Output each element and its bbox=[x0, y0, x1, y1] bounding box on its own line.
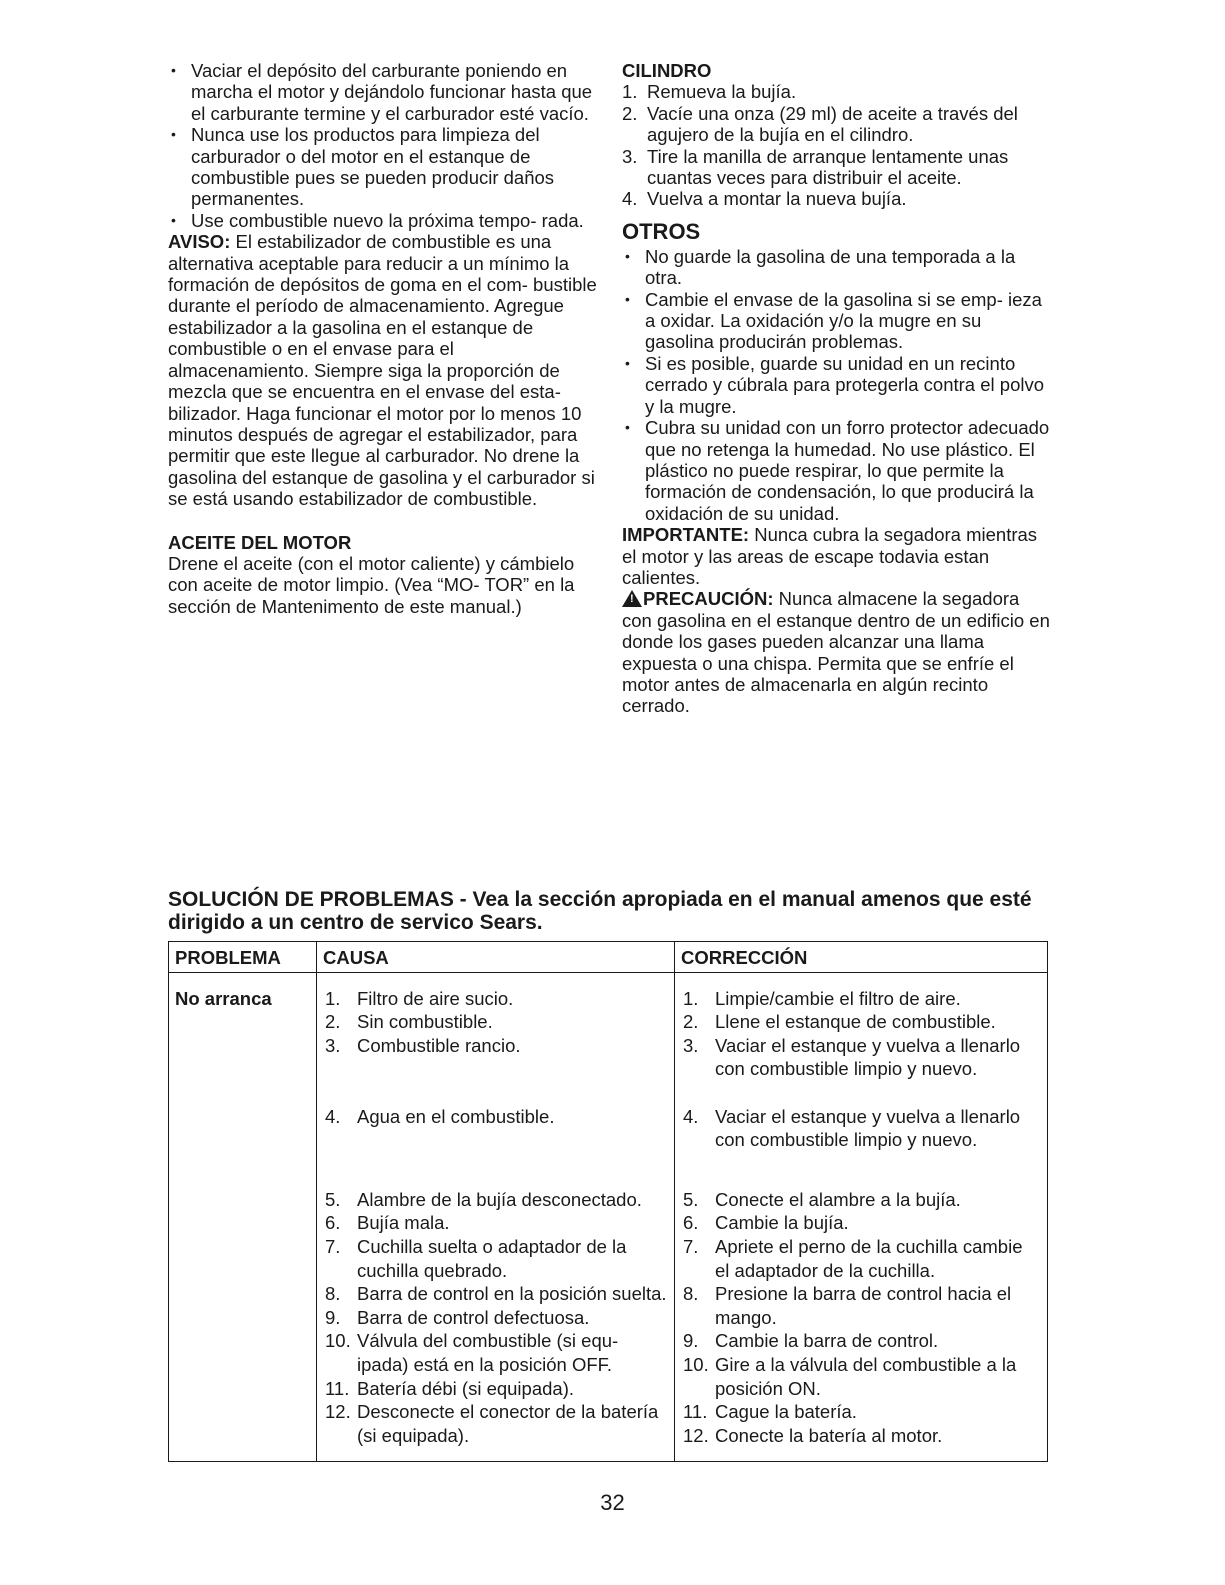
item-number: 12. bbox=[683, 1424, 709, 1446]
list-item: • Cambie el envase de la gasolina si se emp- ieza a oxidar. La oxidación y/o la mugre en su gasolina producirán problemas. bbox=[622, 289, 1054, 353]
causa-text: Cuchilla suelta o adaptador de la cuchilla quebrado. bbox=[357, 1235, 627, 1281]
step-text: Vuelva a montar la nueva bujía. bbox=[647, 188, 907, 210]
aviso-paragraph bbox=[168, 231, 598, 509]
troubleshooting-table bbox=[168, 941, 1048, 1462]
list-item bbox=[323, 1188, 668, 1212]
list-item bbox=[323, 1105, 668, 1188]
item-number: 9. bbox=[683, 1330, 699, 1352]
item-number: 6. bbox=[683, 1212, 699, 1234]
list-item bbox=[681, 1235, 1041, 1282]
list-item bbox=[681, 1105, 1041, 1188]
list-item bbox=[622, 81, 1054, 102]
precaucion-text: Nunca almacene la segadora con gasolina en el estanque dentro de un edificio en donde los gases pueden alcanzar una llama expuesta o una chispa. Permita que se enfríe el motor antes de almacenarla en algún recinto cerrado. bbox=[622, 588, 1050, 717]
list-item: • Vaciar el depósito del carburante poniendo en marcha el motor y dejándolo funcionar hasta que el carburante termine y el carburador esté vacío. bbox=[168, 60, 598, 124]
item-number: 10. bbox=[683, 1353, 709, 1375]
item-number: 5. bbox=[683, 1188, 699, 1210]
importante-text: Nunca cubra la segadora mientras el motor y las areas de escape todavia estan calientes. bbox=[622, 524, 1038, 588]
list-item bbox=[681, 1329, 1041, 1353]
correccion-text: Cague la batería. bbox=[715, 1401, 857, 1423]
correccion-text: Conecte la batería al motor. bbox=[715, 1424, 943, 1446]
list-item bbox=[681, 1211, 1041, 1235]
warning-triangle-icon bbox=[622, 590, 642, 607]
causa-text: Válvula del combustible (si equ- ipada) está en la posición OFF. bbox=[357, 1330, 619, 1375]
precaucion-paragraph bbox=[622, 588, 1054, 716]
aviso-label: AVISO: bbox=[168, 231, 231, 253]
cilindro-steps bbox=[622, 81, 1054, 209]
correccion-text: Vaciar el estanque y vuelva a llenarlo con combustible limpio y nuevo. bbox=[715, 1105, 1021, 1151]
list-item bbox=[681, 1282, 1041, 1329]
list-item bbox=[681, 1400, 1041, 1424]
item-number: 1. bbox=[325, 987, 341, 1009]
causa-text: Barra de control en la posición suelta. bbox=[357, 1283, 667, 1305]
item-number: 4. bbox=[325, 1105, 341, 1127]
causa-text: Filtro de aire sucio. bbox=[357, 987, 514, 1009]
step-number: 3. bbox=[622, 145, 638, 167]
step-text: Vacíe una onza (29 ml) de aceite a través del agujero de la bujía en el cilindro. bbox=[647, 102, 1018, 146]
item-number: 2. bbox=[325, 1011, 341, 1033]
item-number: 7. bbox=[683, 1235, 699, 1257]
correccion-text: Conecte el alambre a la bujía. bbox=[715, 1188, 961, 1210]
list-item: • No guarde la gasolina de una temporada a la otra. bbox=[622, 246, 1054, 289]
item-number: 8. bbox=[683, 1283, 699, 1305]
causa-text: Sin combustible. bbox=[357, 1011, 493, 1033]
storage-bullet-list bbox=[168, 60, 598, 231]
item-number: 9. bbox=[325, 1306, 341, 1328]
list-item bbox=[622, 103, 1054, 146]
item-number: 2. bbox=[683, 1011, 699, 1033]
importante-label: IMPORTANTE: bbox=[622, 524, 750, 546]
list-item bbox=[681, 1424, 1041, 1448]
correccion-text: Llene el estanque de combustible. bbox=[715, 1011, 996, 1033]
correccion-text: Limpie/cambie el filtro de aire. bbox=[715, 987, 961, 1009]
precaucion-label: PRECAUCIÓN: bbox=[643, 588, 774, 610]
warning-glyph: ! bbox=[630, 593, 634, 606]
table-header-row bbox=[169, 942, 1048, 973]
item-number: 11. bbox=[683, 1401, 708, 1423]
aceite-heading: ACEITE DEL MOTOR bbox=[168, 531, 352, 553]
list-item bbox=[323, 1306, 668, 1330]
otros-bullet-list bbox=[622, 246, 1054, 524]
list-item bbox=[323, 1235, 668, 1282]
list-item bbox=[681, 1353, 1041, 1400]
list-item: • Nunca use los productos para limpieza del carburador o del motor en el estanque de combustible pues se pueden producir daños permanentes. bbox=[168, 124, 598, 210]
header-problema: PROBLEMA bbox=[169, 942, 317, 973]
list-item bbox=[681, 1034, 1041, 1105]
item-number: 10. bbox=[325, 1330, 351, 1352]
right-column bbox=[622, 60, 1054, 717]
step-number: 2. bbox=[622, 102, 638, 124]
correccion-text: Vaciar el estanque y vuelva a llenarlo con combustible limpio y nuevo. bbox=[715, 1034, 1021, 1080]
importante-paragraph bbox=[622, 524, 1054, 588]
list-item bbox=[323, 1211, 668, 1235]
item-number: 8. bbox=[325, 1283, 341, 1305]
problem-cell: No arranca bbox=[169, 972, 317, 1462]
item-number: 5. bbox=[325, 1188, 341, 1210]
list-item bbox=[323, 1282, 668, 1306]
correccion-text: Apriete el perno de la cuchilla cambie el adaptador de la cuchilla. bbox=[715, 1235, 1023, 1281]
header-correccion: CORRECCIÓN bbox=[675, 942, 1048, 973]
item-number: 3. bbox=[325, 1034, 341, 1056]
page-number: 32 bbox=[600, 1490, 625, 1515]
causa-cell bbox=[317, 972, 675, 1462]
list-item: • Si es posible, guarde su unidad en un recinto cerrado y cúbrala para protegerla contra el polvo y la mugre. bbox=[622, 353, 1054, 417]
causa-text: Desconecte el conector de la batería (si equipada). bbox=[357, 1401, 659, 1446]
causa-list bbox=[323, 987, 668, 1448]
table-row bbox=[169, 972, 1048, 1462]
list-item bbox=[323, 1400, 668, 1447]
step-text: Remueva la bujía. bbox=[647, 81, 797, 103]
troubleshooting-title: SOLUCIÓN DE PROBLEMAS - Vea la sección apropiada en el manual amenos que esté dirigido a un centro de servico Sears. bbox=[168, 888, 1032, 934]
item-number: 4. bbox=[683, 1105, 699, 1127]
list-item bbox=[622, 188, 1054, 209]
correccion-text: Cambie la bujía. bbox=[715, 1212, 849, 1234]
causa-text: Agua en el combustible. bbox=[357, 1105, 555, 1127]
step-number: 1. bbox=[622, 81, 638, 103]
list-item bbox=[323, 1329, 668, 1376]
list-item bbox=[681, 1188, 1041, 1212]
list-item bbox=[323, 1010, 668, 1034]
step-number: 4. bbox=[622, 188, 638, 210]
correccion-text: Presione la barra de control hacia el mango. bbox=[715, 1283, 1012, 1328]
left-column bbox=[168, 60, 598, 617]
list-item: • Cubra su unidad con un forro protector adecuado que no retenga la humedad. No use plástico. El plástico no puede respirar, lo que permite la formación de condensación, lo que producirá la oxidación de su unidad. bbox=[622, 417, 1054, 524]
header-causa: CAUSA bbox=[317, 942, 675, 973]
aviso-text: El estabilizador de combustible es una alternativa aceptable para reducir a un mínimo la formación de depósitos de goma en el com- bustible durante el período de almacenamiento. Agregue estabilizador a la gasolina en el estanque de combustible o en el envase para el almacenamiento. Siempre siga la proporción de mezcla que se encuentra en el envase del esta- bilizador. Haga funcionar el motor por lo menos 10 minutos después de agregar el estabilizador, para permitir que este llegue al carburador. No drene la gasolina del estanque de gasolina y el carburador si se está usando estabilizador de combustible. bbox=[168, 231, 597, 510]
correccion-list bbox=[681, 987, 1041, 1448]
item-number: 7. bbox=[325, 1235, 341, 1257]
list-item bbox=[323, 1034, 668, 1105]
item-number: 6. bbox=[325, 1212, 341, 1234]
aceite-paragraph: Drene el aceite (con el motor caliente) y cámbielo con aceite de motor limpio. (Vea “MO- TOR” en la sección de Mantenimento de este manual.) bbox=[168, 552, 575, 617]
correccion-cell bbox=[675, 972, 1048, 1462]
item-number: 1. bbox=[683, 987, 699, 1009]
item-number: 3. bbox=[683, 1034, 699, 1056]
correccion-text: Gire a la válvula del combustible a la posición ON. bbox=[715, 1353, 1017, 1399]
list-item bbox=[681, 1010, 1041, 1034]
causa-text: Alambre de la bujía desconectado. bbox=[357, 1188, 642, 1210]
cilindro-heading: CILINDRO bbox=[622, 60, 712, 81]
causa-text: Batería débi (si equipada). bbox=[357, 1377, 574, 1399]
causa-text: Barra de control defectuosa. bbox=[357, 1306, 590, 1328]
correccion-text: Cambie la barra de control. bbox=[715, 1330, 939, 1352]
list-item bbox=[622, 146, 1054, 189]
list-item bbox=[323, 987, 668, 1011]
causa-text: Bujía mala. bbox=[357, 1212, 450, 1234]
item-number: 12. bbox=[325, 1401, 351, 1423]
otros-heading: OTROS bbox=[622, 218, 701, 244]
list-item bbox=[681, 987, 1041, 1011]
list-item bbox=[323, 1377, 668, 1401]
item-number: 11. bbox=[325, 1377, 350, 1399]
list-item: • Use combustible nuevo la próxima tempo- rada. bbox=[168, 210, 598, 231]
step-text: Tire la manilla de arranque lentamente unas cuantas veces para distribuir el aceite. bbox=[647, 145, 1009, 189]
causa-text: Combustible rancio. bbox=[357, 1034, 521, 1056]
